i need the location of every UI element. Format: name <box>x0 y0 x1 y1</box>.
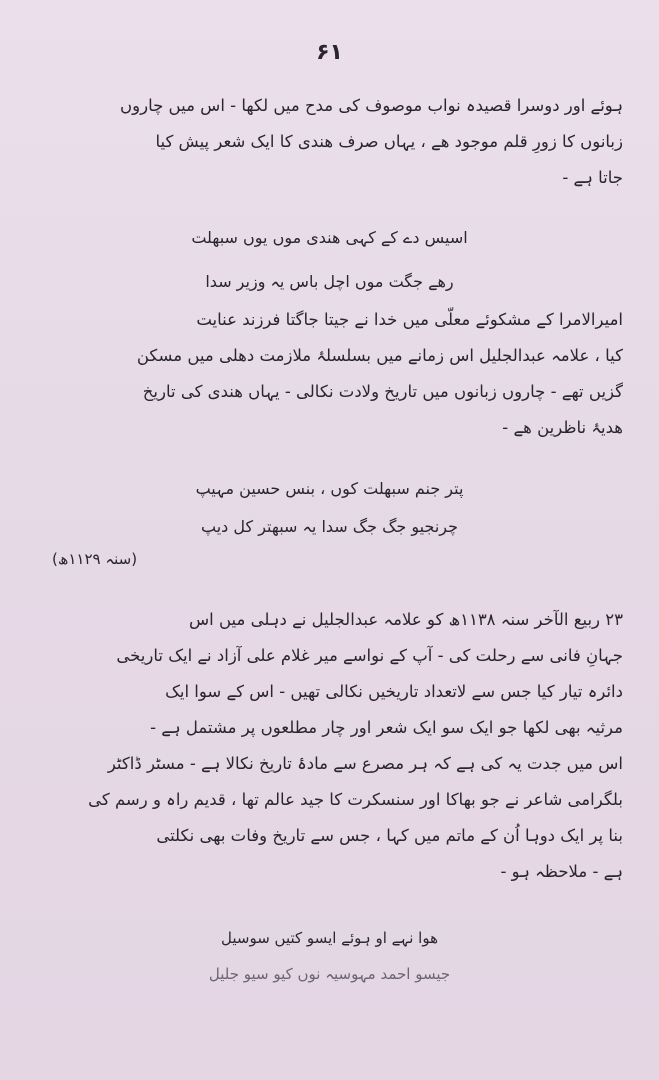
paragraph-line: ۲۳ ربیع الآخر سنہ ۱۱۳۸ھ کو علامہ عبدالجلیل نے دہلی میں اس <box>189 610 623 629</box>
verse-2 <box>0 470 659 546</box>
paragraph-line: اس میں جدت یہ کی ہے کہ ہر مصرع سے مادۂ تاریخ نکالا ہے - مسٹر ڈاکٹر <box>107 754 623 773</box>
verse-line: ھوا نہے او ہوئے ایسو کتیں سوسیل <box>221 929 438 947</box>
paragraph-line: جہانِ فانی سے رحلت کی - آپ کے نواسے میر غلام علی آزاد نے ایک تاریخی <box>116 646 623 665</box>
paragraph-line: ھدیۂ ناظرین ھے - <box>502 418 623 437</box>
verse-line: چرنجیو جگ جگ سدا یہ سبھتر کل دیپ <box>201 517 458 536</box>
paragraph-line: امیرالامرا کے مشکوئے معلّی میں خدا نے جیتا جاگتا فرزند عنایت <box>196 310 623 329</box>
paragraph-line: گزیں تھے - چاروں زبانوں میں تاریخ ولادت نکالی - یہاں ھندی کی تاریخ <box>142 382 623 401</box>
paragraph-line: کیا ، علامہ عبدالجلیل اس زمانے میں بسلسلۂ ملازمت دھلی میں مسکن <box>136 346 623 365</box>
paragraph-3 <box>33 602 623 890</box>
verse-1 <box>0 216 659 304</box>
page-number: ۶۱ <box>316 40 343 65</box>
year-note: (سنہ ۱۱۲۹ھ) <box>52 550 138 568</box>
paragraph-line: بنا پر ایک دوہا اُن کے ماتم میں کہا ، جس سے تاریخ وفات بھی نکلتی <box>156 826 623 845</box>
paragraph-line: مرثیہ بھی لکھا جو ایک سو ایک شعر اور چار مطلعوں پر مشتمل ہے - <box>150 718 623 737</box>
paragraph-line: ہوئے اور دوسرا قصیدہ نواب موصوف کی مدح میں لکھا - اس میں چاروں <box>120 96 623 115</box>
paragraph-2 <box>33 302 623 446</box>
verse-line: جیسو احمد مہوسیہ نوں کیو سیو جلیل <box>208 965 451 983</box>
verse-3 <box>0 920 659 992</box>
paragraph-1 <box>33 88 623 196</box>
paragraph-line: زبانوں کا زورِ قلم موجود ھے ، یہاں صرف ھندی کا ایک شعر پیش کیا <box>155 132 623 151</box>
paragraph-line: ہے - ملاحظہ ہو - <box>500 862 623 881</box>
verse-line: رھے جگت موں اچل باس یہ وزیر سدا <box>205 272 454 291</box>
paragraph-line: بلگرامی شاعر نے جو بھاکا اور سنسکرت کا جید عالم تھا ، قدیم راہ و رسم کی <box>88 790 623 809</box>
paragraph-line: دائرہ تیار کیا جس سے لاتعداد تاریخیں نکالی تھیں - اس کے سوا ایک <box>165 682 623 701</box>
verse-line: پتر جنم سبھلت کوں ، بنس حسین مہیپ <box>195 479 464 498</box>
verse-line: اسیس دے کے کہی ھندی موں یوں سبھلت <box>191 228 468 247</box>
paragraph-line: جاتا ہے - <box>562 168 623 187</box>
